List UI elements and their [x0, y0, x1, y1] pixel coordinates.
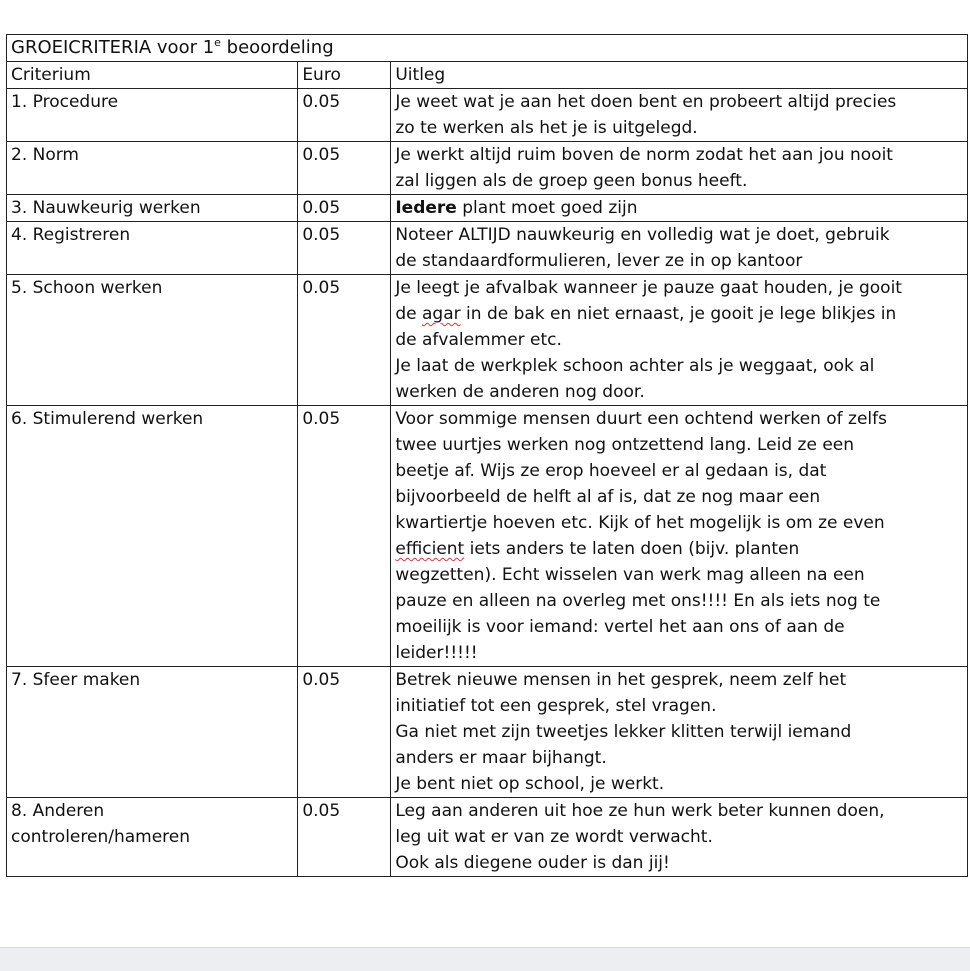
spellcheck-underlined-word: efficient — [395, 539, 465, 559]
uitleg-cell: Leg aan anderen uit hoe ze hun werk beter kunnen doen, leg uit wat er van ze wordt verwacht. Ook als diegene ouder is dan jij! — [391, 798, 968, 877]
uitleg-cell: Je leegt je afvalbak wanneer je pauze gaat houden, je gooit de agar in de bak en niet ernaast, je gooit je lege blikjes in de afvalemmer etc. Je laat de werkplek schoon achter als je weggaat, ook al werken de anderen nog door. — [391, 275, 968, 406]
uitleg-cell: Noteer ALTIJD nauwkeurig en volledig wat je doet, gebruik de standaardformulieren, lever ze in op kantoor — [391, 222, 968, 275]
table-title-row — [7, 35, 968, 62]
criteria-table — [6, 34, 968, 877]
table-row — [7, 89, 968, 142]
uitleg-cell: Iedere plant moet goed zijn — [391, 195, 968, 222]
emphasis-text: Iedere — [395, 198, 457, 218]
column-header-euro: Euro — [298, 62, 391, 89]
euro-cell: 0.05 — [298, 667, 391, 798]
uitleg-cell: Voor sommige mensen duurt een ochtend werken of zelfs twee uurtjes werken nog ontzettend lang. Leid ze een beetje af. Wijs ze erop hoeveel er al gedaan is, dat bijvoorbeeld de helft al af is, dat ze nog maar een kwartiertje hoeven etc. Kijk of het mogelijk is om ze even efficient iets anders te laten doen (bijv. planten wegzetten). Echt wisselen van werk mag alleen na een pauze en alleen na overleg met ons!!!! En als iets nog te moeilijk is voor iemand: vertel het aan ons of aan de leider!!!!! — [391, 406, 968, 667]
euro-cell: 0.05 — [298, 222, 391, 275]
spellcheck-underlined-word: agar — [422, 304, 461, 324]
criterium-cell: 1. Procedure — [7, 89, 298, 142]
column-header-uitleg: Uitleg — [391, 62, 968, 89]
table-row — [7, 798, 968, 877]
criterium-cell: 3. Nauwkeurig werken — [7, 195, 298, 222]
table-row — [7, 222, 968, 275]
table-title: GROEICRITERIA voor 1e beoordeling — [7, 35, 968, 62]
criterium-cell: 7. Sfeer maken — [7, 667, 298, 798]
criterium-cell: 5. Schoon werken — [7, 275, 298, 406]
euro-cell: 0.05 — [298, 798, 391, 877]
criterium-cell: 6. Stimulerend werken — [7, 406, 298, 667]
column-header-criterium: Criterium — [7, 62, 298, 89]
criterium-cell: 2. Norm — [7, 142, 298, 195]
uitleg-cell: Je werkt altijd ruim boven de norm zodat het aan jou nooit zal liggen als de groep geen bonus heeft. — [391, 142, 968, 195]
table-row — [7, 142, 968, 195]
uitleg-cell: Je weet wat je aan het doen bent en probeert altijd precies zo te werken als het je is uitgelegd. — [391, 89, 968, 142]
table-row — [7, 195, 968, 222]
table-row — [7, 406, 968, 667]
bottom-status-strip — [0, 947, 970, 971]
criterium-cell: 8. Anderen controleren/hameren — [7, 798, 298, 877]
table-row — [7, 667, 968, 798]
euro-cell: 0.05 — [298, 89, 391, 142]
uitleg-cell: Betrek nieuwe mensen in het gesprek, neem zelf het initiatief tot een gesprek, stel vragen. Ga niet met zijn tweetjes lekker klitten terwijl iemand anders er maar bijhangt. Je bent niet op school, je werkt. — [391, 667, 968, 798]
table-row — [7, 275, 968, 406]
table-header-row — [7, 62, 968, 89]
euro-cell: 0.05 — [298, 195, 391, 222]
euro-cell: 0.05 — [298, 406, 391, 667]
criterium-cell: 4. Registreren — [7, 222, 298, 275]
euro-cell: 0.05 — [298, 142, 391, 195]
euro-cell: 0.05 — [298, 275, 391, 406]
